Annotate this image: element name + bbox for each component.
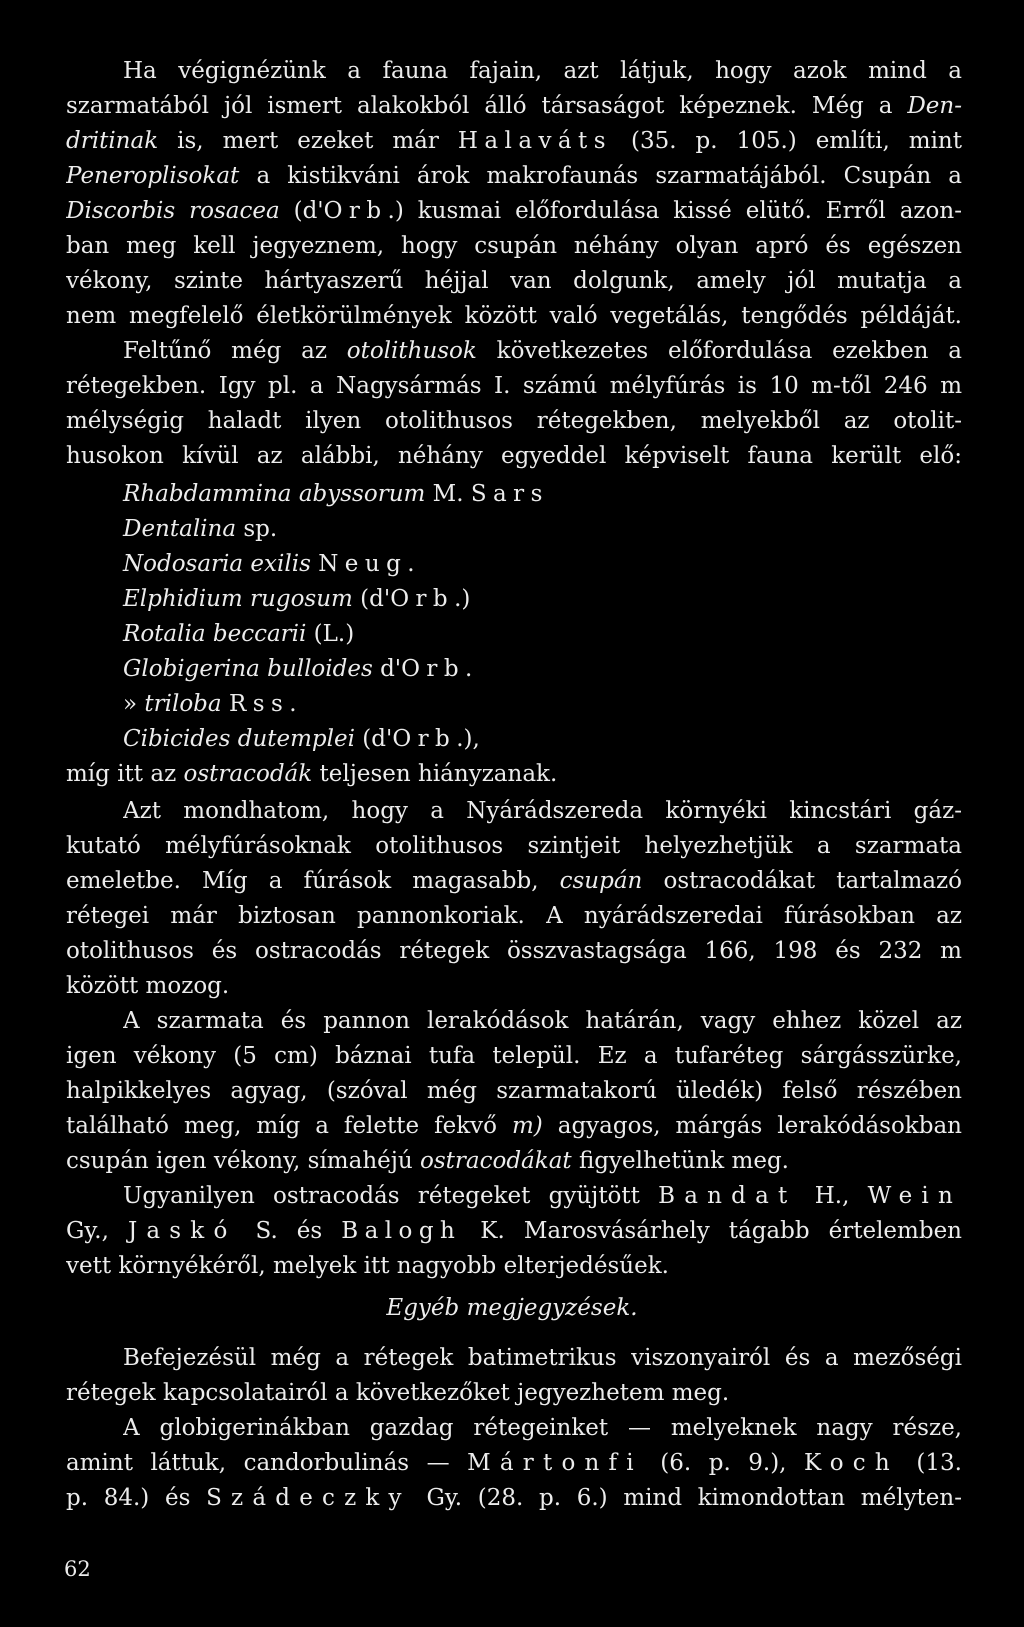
- text-run: (L.): [306, 621, 355, 647]
- text-line: [66, 970, 962, 1002]
- species-item: [123, 653, 472, 685]
- italic-term: ostracodákat: [420, 1148, 572, 1174]
- text-run: vett környékéről, melyek itt nagyobb elterjedésűek.: [66, 1253, 669, 1279]
- text-line: [66, 1447, 962, 1479]
- text-run: Gy.,: [66, 1218, 128, 1244]
- text-run: között mozog.: [66, 973, 230, 999]
- text-line: [66, 1482, 962, 1514]
- text-run: mélységig haladt ilyen otolithusos rétegekben, melyekből az otolit-: [66, 408, 962, 434]
- text-line: [123, 795, 962, 827]
- italic-term: csupán: [559, 868, 643, 894]
- spaced-author-name: Mártonfi: [467, 1450, 643, 1476]
- text-line: [66, 300, 962, 332]
- spaced-author-name: Orb: [392, 726, 457, 752]
- text-run: rétegek kapcsolatairól a következőket jegyezhetem meg.: [66, 1380, 730, 1406]
- spaced-author-name: Jaskó: [127, 1218, 237, 1244]
- text-run: A globigerinákban gazdag rétegeinket — melyeknek nagy része,: [123, 1415, 962, 1441]
- text-line: [123, 1005, 962, 1037]
- text-run: otolithusos és ostracodás rétegek összvastagsága 166, 198 és 232 m: [66, 938, 962, 964]
- text-run: husokon kívül az alábbi, néhány egyeddel képviselt fauna került elő:: [66, 443, 962, 469]
- italic-term: Rotalia beccarii: [123, 621, 307, 647]
- text-run: (d': [354, 726, 393, 752]
- italic-term: otolithusok: [346, 338, 477, 364]
- text-line: [66, 405, 962, 437]
- species-item: [123, 548, 415, 580]
- spaced-author-name: Bandat: [658, 1183, 797, 1209]
- text-line: [66, 440, 962, 472]
- text-run: .): [454, 586, 471, 612]
- spaced-author-name: Rss: [228, 691, 290, 717]
- text-line: [66, 1075, 962, 1107]
- text-line: [66, 195, 962, 227]
- section-heading: [0, 1292, 1024, 1324]
- text-line: [66, 1215, 962, 1247]
- spaced-author-name: Sars: [470, 481, 549, 507]
- text-line: [123, 55, 962, 87]
- page-number: 62: [64, 1557, 91, 1581]
- text-line: [66, 1110, 962, 1142]
- text-line: [66, 125, 962, 157]
- spaced-author-name: Halaváts: [457, 128, 612, 154]
- text-run: teljesen hiányzanak.: [312, 761, 558, 787]
- text-run: nem megfelelő életkörülmények között való vegetálás, tengődés példáját.: [66, 303, 962, 329]
- text-run: halpikkelyes agyag, (szóval még szarmatakorú üledék) felső részében: [66, 1078, 962, 1104]
- text-run: is, mert ezeket már: [158, 128, 458, 154]
- text-run: K. Marosvásárhely tágabb értelemben: [461, 1218, 962, 1244]
- italic-term: Globigerina bulloides: [123, 656, 373, 682]
- spaced-author-name: Szádeczky: [206, 1485, 411, 1511]
- text-run: agyagos, márgás lerakódásokban: [542, 1113, 962, 1139]
- species-item: [123, 478, 549, 510]
- italic-term: Den-: [907, 93, 962, 119]
- text-run: Azt mondhatom, hogy a Nyárádszereda környéki kincstári gáz-: [123, 798, 962, 824]
- text-line: [66, 1377, 962, 1409]
- text-run: Gy. (28. p. 6.) mind kimondottan mélyten-: [410, 1485, 962, 1511]
- text-run: Befejezésül még a rétegek batimetrikus viszonyairól és a mezőségi: [123, 1345, 962, 1371]
- text-line: [66, 900, 962, 932]
- text-line: [66, 370, 962, 402]
- italic-term: Nodosaria exilis: [123, 551, 311, 577]
- text-line: [66, 758, 962, 790]
- italic-term: Rhabdammina abyssorum: [123, 481, 426, 507]
- text-line: [123, 335, 962, 367]
- species-item: [123, 583, 470, 615]
- text-run: (35. p. 105.) említi, mint: [612, 128, 962, 154]
- italic-term: Peneroplisokat: [66, 163, 240, 189]
- species-item: [123, 513, 277, 545]
- text-run: míg itt az: [66, 761, 184, 787]
- text-line: [66, 230, 962, 262]
- text-run: emeletbe. Míg a fúrások magasabb,: [66, 868, 560, 894]
- text-run: Ugyanilyen ostracodás rétegeket gyüjtött: [123, 1183, 659, 1209]
- text-run: vékony, szinte hártyaszerű héjjal van dolgunk, amely jól mutatja a: [66, 268, 962, 294]
- text-line: [66, 1145, 962, 1177]
- text-run: található meg, míg a felette fekvő: [66, 1113, 512, 1139]
- text-run: ostracodákat tartalmazó: [642, 868, 962, 894]
- italic-term: ostracodák: [183, 761, 313, 787]
- text-run: sp.: [236, 516, 278, 542]
- text-run: p. 84.) és: [66, 1485, 207, 1511]
- text-run: H.,: [796, 1183, 868, 1209]
- text-run: (d': [279, 198, 324, 224]
- text-run: [222, 691, 229, 717]
- spaced-author-name: Neug: [318, 551, 408, 577]
- spaced-author-name: Balogh: [341, 1218, 462, 1244]
- text-line: [66, 935, 962, 967]
- text-run: amint láttuk, candorbulinás —: [66, 1450, 468, 1476]
- italic-term: Discorbis rosacea: [66, 198, 280, 224]
- text-line: [66, 90, 962, 122]
- text-run: Feltűnő még az: [123, 338, 347, 364]
- italic-term: Dentalina: [123, 516, 237, 542]
- text-run: »: [123, 691, 145, 717]
- text-run: .: [407, 551, 415, 577]
- text-line: [123, 1180, 962, 1212]
- text-run: .: [289, 691, 297, 717]
- text-run: d': [372, 656, 402, 682]
- text-run: (13.: [898, 1450, 962, 1476]
- text-run: figyelhetünk meg.: [571, 1148, 789, 1174]
- spaced-author-name: Wein: [867, 1183, 962, 1209]
- text-line: [66, 160, 962, 192]
- text-run: igen vékony (5 cm) báznai tufa települ. Ez a tufaréteg sárgásszürke,: [66, 1043, 962, 1069]
- spaced-author-name: Orb: [401, 656, 466, 682]
- text-run: .) kusmai előfordulása kissé elütő. Erről azon-: [387, 198, 962, 224]
- text-run: M.: [425, 481, 471, 507]
- spaced-author-name: Orb: [390, 586, 455, 612]
- text-line: [66, 265, 962, 297]
- italic-term: triloba: [144, 691, 222, 717]
- text-run: S. és: [236, 1218, 342, 1244]
- text-line: [123, 1412, 962, 1444]
- text-run: következetes előfordulása ezekben a: [476, 338, 962, 364]
- text-line: [123, 1342, 962, 1374]
- italic-term: m): [511, 1113, 543, 1139]
- text-line: [66, 1040, 962, 1072]
- italic-term: Cibicides dutemplei: [123, 726, 355, 752]
- text-run: csupán igen vékony, símahéjú: [66, 1148, 420, 1174]
- text-run: Ha végignézünk a fauna fajain, azt látjuk, hogy azok mind a: [123, 58, 962, 84]
- text-run: a kistikváni árok makrofaunás szarmatájából. Csupán a: [239, 163, 962, 189]
- species-item: [123, 723, 480, 755]
- text-run: kutató mélyfúrásoknak otolithusos szintjeit helyezhetjük a szarmata: [66, 833, 962, 859]
- text-line: [66, 1250, 962, 1282]
- italic-term: dritinak: [66, 128, 159, 154]
- text-run: (6. p. 9.),: [642, 1450, 804, 1476]
- species-item: [123, 618, 354, 650]
- text-line: [66, 830, 962, 862]
- text-line: [66, 865, 962, 897]
- spaced-author-name: Orb: [323, 198, 388, 224]
- text-run: .),: [456, 726, 480, 752]
- text-run: szarmatából jól ismert alakokból álló társaságot képeznek. Még a: [66, 93, 908, 119]
- section-heading-text: Egyéb megjegyzések.: [386, 1295, 638, 1321]
- spaced-author-name: Koch: [804, 1450, 899, 1476]
- text-run: .: [465, 656, 473, 682]
- species-item: [123, 688, 297, 720]
- text-run: (d': [352, 586, 391, 612]
- italic-term: Elphidium rugosum: [123, 586, 353, 612]
- text-run: ban meg kell jegyeznem, hogy csupán néhány olyan apró és egészen: [66, 233, 962, 259]
- text-run: A szarmata és pannon lerakódások határán, vagy ehhez közel az: [123, 1008, 962, 1034]
- text-run: rétegei már biztosan pannonkoriak. A nyárádszeredai fúrásokban az: [66, 903, 962, 929]
- text-run: rétegekben. Igy pl. a Nagysármás I. számú mélyfúrás is 10 m-től 246 m: [66, 373, 962, 399]
